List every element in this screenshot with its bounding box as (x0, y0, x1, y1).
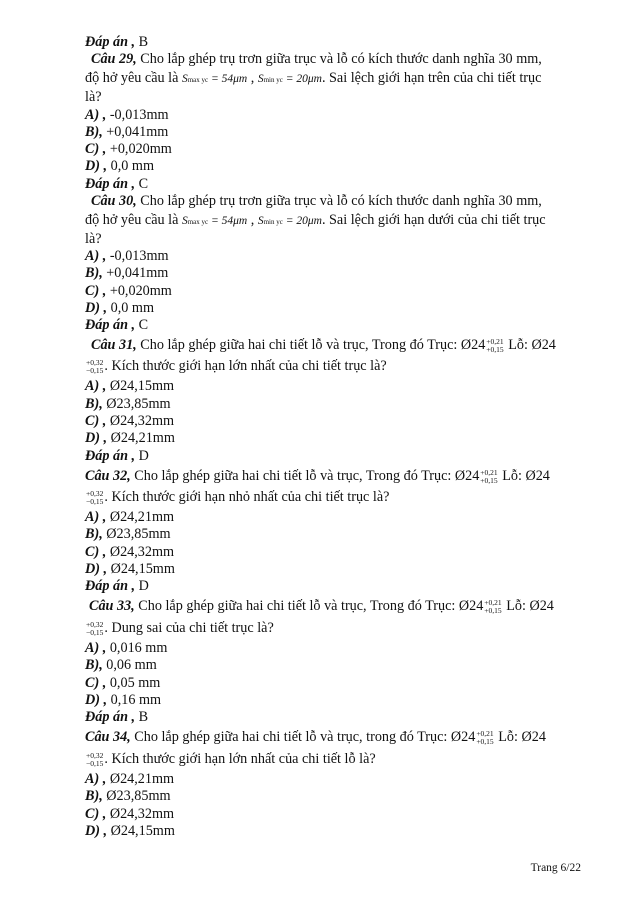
option-a[interactable]: A) , Ø24,15mm (85, 378, 175, 394)
question-text: là? (85, 89, 102, 105)
option-c[interactable]: C) , Ø24,32mm (85, 806, 175, 822)
question-30-line2: độ hở yêu cầu là Smax yc = 54μm , Smin yc = 20μm. Sai lệch giới hạn dưới của chi tiết trục (85, 212, 546, 228)
answer-line: Đáp án , B (85, 34, 149, 50)
option-b[interactable]: B), +0,041mm (85, 265, 169, 281)
option-c[interactable]: C) , Ø24,32mm (85, 544, 175, 560)
shaft-tolerance: +0,21 +0,15 (484, 597, 502, 615)
option-b[interactable]: B), +0,041mm (85, 124, 169, 140)
option-d[interactable]: D) , 0,16 mm (85, 692, 162, 708)
option-d[interactable]: D) , Ø24,15mm (85, 561, 175, 577)
option-a[interactable]: A) , 0,016 mm (85, 640, 168, 656)
question-34-line2: +0,32 −0,15 . Kích thước giới hạn lớn nhất của chi tiết lỗ là? (86, 750, 376, 768)
question-text: . Sai lệch giới hạn trên của chi tiết trục (321, 70, 542, 86)
question-29 (91, 51, 542, 68)
option-d[interactable]: D) , 0,0 mm (85, 158, 154, 174)
answer-line: Đáp án , D (85, 448, 149, 464)
answer-line: Đáp án , B (85, 709, 149, 725)
option-b[interactable]: B), 0,06 mm (85, 657, 157, 673)
option-c[interactable]: C) , 0,05 mm (85, 675, 161, 691)
question-text: là? (85, 231, 102, 247)
hole-tolerance: +0,32 −0,15 (86, 619, 104, 637)
question-33: Câu 33, Cho lắp ghép giữa hai chi tiết lỗ và trục, Trong đó Trục: Ø24 +0,21 +0,15 Lỗ: Ø24 (89, 597, 554, 615)
option-a[interactable]: A) , -0,013mm (85, 248, 169, 264)
answer-line: Đáp án , C (85, 317, 149, 333)
hole-tolerance: +0,32 −0,15 (86, 357, 104, 375)
question-32-line2: +0,32 −0,15 . Kích thước giới hạn nhỏ nhất của chi tiết trục là? (86, 488, 390, 506)
smax-formula: Smax yc = 54μm (181, 73, 248, 85)
question-31-line2: +0,32 −0,15 . Kích thước giới hạn lớn nhất của chi tiết trục là? (86, 357, 387, 375)
question-text: độ hở yêu cầu là (85, 70, 179, 86)
page-number: Trang 6/22 (530, 862, 581, 874)
shaft-tolerance: +0,21 +0,15 (476, 728, 494, 746)
option-c[interactable]: C) , +0,020mm (85, 283, 172, 299)
option-c[interactable]: C) , +0,020mm (85, 141, 172, 157)
option-a[interactable]: A) , Ø24,21mm (85, 771, 175, 787)
question-text: Cho lắp ghép trụ trơn giữa trục và lỗ có kích thước danh nghĩa 30 mm, (140, 51, 542, 67)
smax-formula: Smax yc = 54μm (181, 215, 248, 227)
answer-value: B (138, 34, 149, 50)
answer-line: Đáp án , D (85, 578, 149, 594)
option-b[interactable]: B), Ø23,85mm (85, 396, 171, 412)
option-b[interactable]: B), Ø23,85mm (85, 788, 171, 804)
question-33-line2: +0,32 −0,15 . Dung sai của chi tiết trục là? (86, 619, 274, 637)
option-d[interactable]: D) , 0,0 mm (85, 300, 154, 316)
option-c[interactable]: C) , Ø24,32mm (85, 413, 175, 429)
question-32: Câu 32, Cho lắp ghép giữa hai chi tiết lỗ và trục, Trong đó Trục: Ø24 +0,21 +0,15 Lỗ: Ø24 (85, 467, 550, 485)
option-a[interactable]: A) , Ø24,21mm (85, 509, 175, 525)
shaft-tolerance: +0,21 +0,15 (486, 336, 504, 354)
question-30: Câu 30, Cho lắp ghép trụ trơn giữa trục và lỗ có kích thước danh nghĩa 30 mm, (91, 193, 542, 209)
answer-label: Đáp án (85, 34, 128, 50)
shaft-tolerance: +0,21 +0,15 (480, 467, 498, 485)
hole-tolerance: +0,32 −0,15 (86, 750, 104, 768)
question-29-line2: độ hở yêu cầu là Smax yc = 54μm , Smin yc = 20μm. Sai lệch giới hạn trên của chi tiết trục (85, 70, 542, 86)
option-a[interactable]: A) , -0,013mm (85, 107, 169, 123)
smin-formula: Smin yc = 20μm (257, 215, 322, 227)
option-d[interactable]: D) , Ø24,21mm (85, 430, 175, 446)
hole-tolerance: +0,32 −0,15 (86, 488, 104, 506)
option-d[interactable]: D) , Ø24,15mm (85, 823, 175, 839)
answer-line: Đáp án , C (85, 176, 149, 192)
question-31: Câu 31, Cho lắp ghép giữa hai chi tiết lỗ và trục, Trong đó Trục: Ø24 +0,21 +0,15 Lỗ: Ø24 (91, 336, 556, 354)
question-34: Câu 34, Cho lắp ghép giữa hai chi tiết lỗ và trục, trong đó Trục: Ø24 +0,21 +0,15 Lỗ: Ø24 (85, 728, 546, 746)
question-label: Câu 29, (91, 51, 137, 67)
smin-formula: Smin yc = 20μm (257, 73, 322, 85)
option-b[interactable]: B), Ø23,85mm (85, 526, 171, 542)
